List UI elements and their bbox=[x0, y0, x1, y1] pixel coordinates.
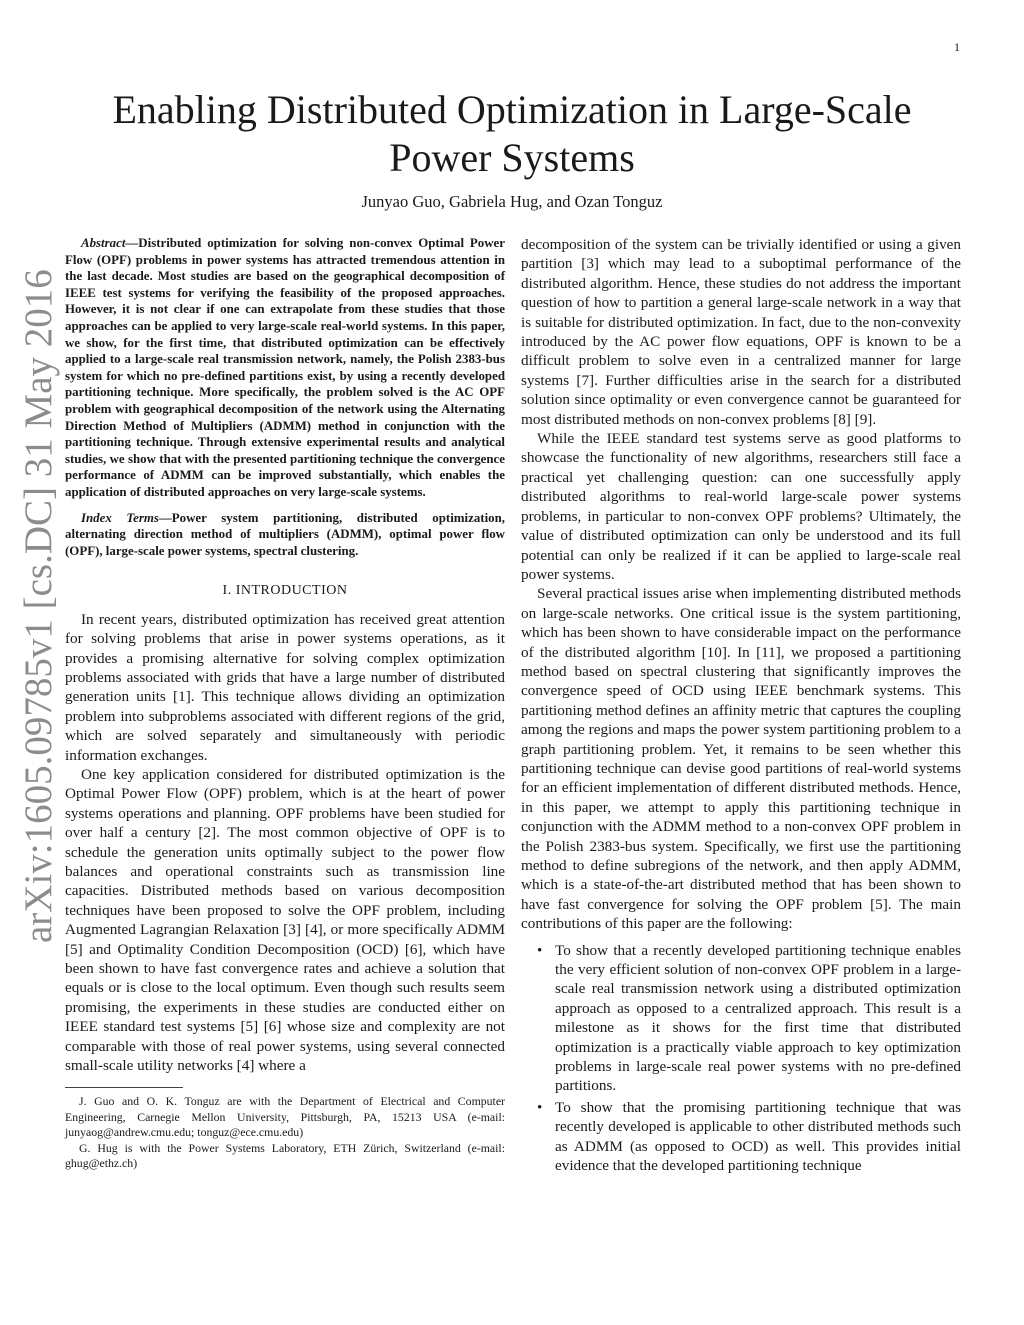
abstract-text: —Distributed optimization for solving non-convex Optimal Power Flow (OPF) problems in power systems has attracted tremendous attention in the last decade. Most studies are based on the geographical decomposition of IEEE test systems for verifying the feasibility of the proposed approaches. However, it is not clear if one can extrapolate from these studies that those approaches can be applied to very large-scale real-world systems. In this paper, we show, for the first time, that distributed optimization can be effectively applied to a large-scale real transmission network, namely, the Polish 2383-bus system for which no pre-defined partitions exist, by using a recently developed partitioning technique. More specifically, the problem solved is the AC OPF problem with geographical decomposition of the network using the Alternating Direction Method of Multipliers (ADMM) method in conjunction with the partitioning technique. Through extensive experimental results and analytical studies, we show that with the presented partitioning technique the convergence performance of ADMM can be improved substantially, which enables the application of distributed approaches on very large-scale systems. bbox=[65, 236, 505, 499]
contribution-item bbox=[521, 941, 961, 1096]
footnote-divider bbox=[65, 1087, 183, 1088]
footnote-affiliation: G. Hug is with the Power Systems Laboratory, ETH Zürich, Switzerland (e-mail: ghug@ethz.ch) bbox=[65, 1140, 505, 1171]
body-paragraph: While the IEEE standard test systems serve as good platforms to showcase the functionality of new algorithms, researchers still face a practical yet challenging question: can one successfully apply distributed algorithms to real-world large-scale power systems problems, in particular to non-convex OPF problems? Ultimately, the value of distributed optimization can only be understood and its full potential can only be realized if it can be applied to large-scale real power systems. bbox=[521, 430, 961, 583]
abstract bbox=[65, 235, 505, 501]
page-number: 1 bbox=[954, 40, 960, 54]
index-terms bbox=[65, 510, 505, 560]
arxiv-identifier-stamp: arXiv:1605.09785v1 [cs.DC] 31 May 2016 bbox=[17, 269, 60, 943]
paper-title: Enabling Distributed Optimization in Large-Scale Power Systems bbox=[112, 87, 912, 180]
abstract-heading: Abstract bbox=[81, 236, 126, 250]
body-paragraph: Several practical issues arise when implementing distributed methods on large-scale networks. One critical issue is the system partitioning, which has been shown to have considerable impact on the performance of the distributed algorithm [10]. In [11], we proposed a partitioning method based on spectral clustering that significantly improves the convergence speed of OCD using IEEE benchmark systems. This partitioning method defines an affinity metric that captures the coupling among the regions and maps the power system partitioning problem to a graph partitioning problem. Yet, it remains to be seen whether this partitioning technique can devise good partitions of real-world systems for an efficient implementation of different distributed methods. Hence, in this paper, we attempt to apply this partitioning technique in conjunction with the ADMM method to a non-convex OPF problem in the Polish 2383-bus system. Specifically, we first use the partitioning method to define subregions of the network, and then apply ADMM, which is a state-of-the-art distributed method that has been shown to have fast convergence for solving the OPF problem [5]. The main contributions of this paper are the following: bbox=[521, 585, 961, 933]
body-paragraph: decomposition of the system can be trivially identified or using a given partition [3] which may lead to a suboptimal performance of the distributed algorithm. Hence, these studies do not address the important question of how to partition a general large-scale network in a way that is suitable for distributed optimization. In fact, due to the non-convexity introduced by the AC power flow equations, OPF is known to be a difficult problem to solve even in a centralized manner for large systems [7]. Further difficulties arise in the search for a distributed solution since optimality or even convergence cannot be guaranteed for most distributed methods on non-convex problems [8] [9]. bbox=[521, 236, 961, 428]
contribution-text: To show that a recently developed partitioning technique enables the very efficient solution of non-convex OPF problem in a large-scale real transmission network using a distributed optimization approach as opposed to a centralized approach. This result is a milestone as it shows for the first time that distributed optimization is a practically viable approach to key optimization problems in large-scale real power systems with no pre-defined partitions. bbox=[555, 941, 961, 1095]
bullet-icon: • bbox=[537, 1098, 543, 1116]
index-terms-heading: Index Terms bbox=[81, 510, 159, 525]
bullet-icon: • bbox=[537, 941, 543, 959]
contributions-list bbox=[521, 941, 961, 1176]
section-heading-introduction: I. INTRODUCTION bbox=[222, 583, 348, 599]
intro-paragraph: In recent years, distributed optimization has received great attention for solving problems that arise in power systems operations, as it provides a promising alternative for solving complex optimization problems associated with grids that have a large number of distributed generation units [1]. This technique allows dividing an optimization problem into subproblems associated with different regions of the grid, which are solved separately and simultaneously with periodic information exchanges. bbox=[65, 610, 505, 764]
index-terms-text: —Power system partitioning, distributed optimization, alternating direction method of multipliers (ADMM), optimal power flow (OPF), large-scale power systems, spectral clustering. bbox=[65, 510, 505, 558]
author-list: Junyao Guo, Gabriela Hug, and Ozan Tonguz bbox=[361, 192, 663, 211]
contribution-text: To show that the promising partitioning technique that was recently developed is applicable to other distributed methods such as ADMM (as opposed to OCD) as well. This provides initial evidence that the developed partitioning technique bbox=[555, 1098, 961, 1175]
intro-paragraph: One key application considered for distributed optimization is the Optimal Power Flow (OPF) problem, which is at the heart of power systems operations and planning. OPF problems have been studied for over half a century [2]. The most common objective of OPF is to schedule the generation units optimally subject to the power flow balances and operational constraints such as transmission line capacities. Distributed methods based on various decomposition techniques have been proposed to solve the OPF problem, including Augmented Lagrangian Relaxation [3] [4], or more specifically ADMM [5] and Optimality Condition Decomposition (OCD) [6], which have been shown to have fast convergence rates and achieve a solution that equals or is close to the local optimum. Even though such results seem promising, the experiments in these studies are conducted either on IEEE standard test systems [5] [6] whose size and complexity are not comparable with those of real power systems, using several connected small-scale utility networks [4] where a bbox=[65, 765, 505, 1075]
contribution-item bbox=[521, 1098, 961, 1176]
left-column bbox=[65, 235, 505, 1171]
footnote-affiliation: J. Guo and O. K. Tonguz are with the Department of Electrical and Computer Engineering, Carnegie Mellon University, Pittsburgh, PA, 15213 USA (e-mail: junyaog@andrew.cmu.edu; tonguz@ece.cmu.edu) bbox=[65, 1094, 505, 1140]
right-column bbox=[521, 235, 961, 1178]
